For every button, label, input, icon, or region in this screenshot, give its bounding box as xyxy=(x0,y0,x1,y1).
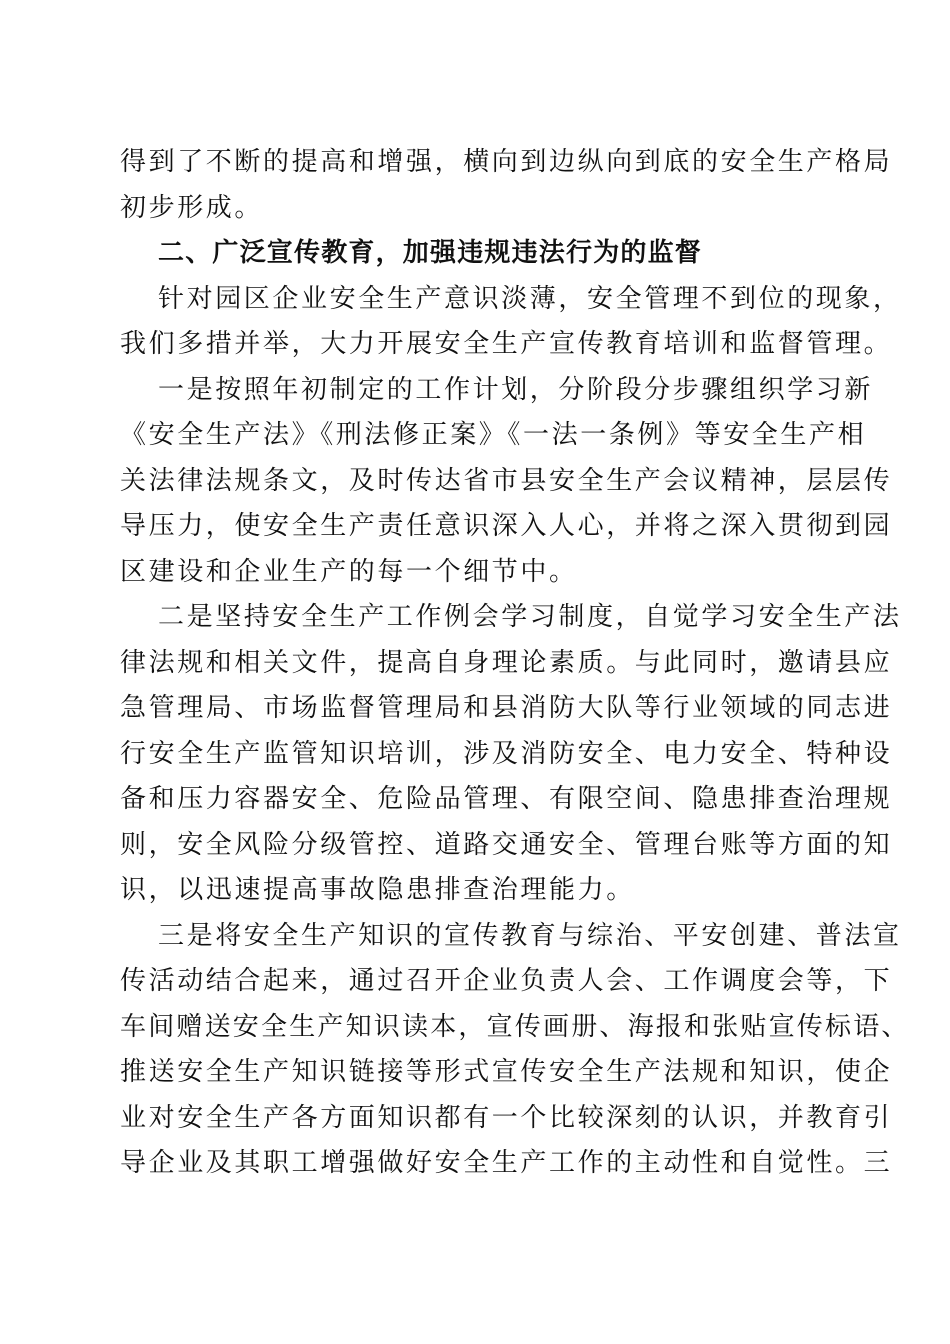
text-line: 推送安全生产知识链接等形式宣传安全生产法规和知识，使企 xyxy=(120,1057,893,1087)
paragraph-start-line: 针对园区企业安全生产意识淡薄，安全管理不到位的现象， xyxy=(158,284,902,314)
text-line: 律法规和相关文件，提高自身理论素质。与此同时，邀请县应 xyxy=(120,648,893,678)
paragraph-start-line: 三是将安全生产知识的宣传教育与综治、平安创建、普法宣 xyxy=(158,921,902,951)
text-line: 业对安全生产各方面知识都有一个比较深刻的认识，并教育引 xyxy=(120,1103,893,1133)
text-line: 我们多措并举，大力开展安全生产宣传教育培训和监督管理。 xyxy=(120,329,893,359)
text-line: 导压力，使安全生产责任意识深入人心，并将之深入贯彻到园 xyxy=(120,511,893,541)
section-heading: 二、广泛宣传教育，加强违规违法行为的监督 xyxy=(158,238,703,268)
text-line: 备和压力容器安全、危险品管理、有限空间、隐患排查治理规 xyxy=(120,784,893,814)
text-line: 导企业及其职工增强做好安全生产工作的主动性和自觉性。三 xyxy=(120,1148,893,1178)
text-line: 车间赠送安全生产知识读本，宣传画册、海报和张贴宣传标语、 xyxy=(120,1012,910,1042)
paragraph-start-line: 二是坚持安全生产工作例会学习制度，自觉学习安全生产法 xyxy=(158,602,902,632)
text-line: 初步形成。 xyxy=(120,193,264,223)
text-line: 则，安全风险分级管控、道路交通安全、管理台账等方面的知 xyxy=(120,830,893,860)
text-line: 区建设和企业生产的每一个细节中。 xyxy=(120,557,578,587)
paragraph-start-line: 一是按照年初制定的工作计划，分阶段分步骤组织学习新 xyxy=(158,375,874,405)
text-line: 识，以迅速提高事故隐患排查治理能力。 xyxy=(120,875,635,905)
text-line: 关法律法规条文，及时传达省市县安全生产会议精神，层层传 xyxy=(120,466,893,496)
text-line: 《安全生产法》《刑法修正案》《一法一条例》等安全生产相 xyxy=(120,420,867,450)
text-line: 传活动结合起来，通过召开企业负责人会、工作调度会等，下 xyxy=(120,966,893,996)
text-line: 得到了不断的提高和增强，横向到边纵向到底的安全生产格局 xyxy=(120,147,893,177)
text-line: 行安全生产监管知识培训，涉及消防安全、电力安全、特种设 xyxy=(120,739,893,769)
text-line: 急管理局、市场监督管理局和县消防大队等行业领域的同志进 xyxy=(120,693,893,723)
